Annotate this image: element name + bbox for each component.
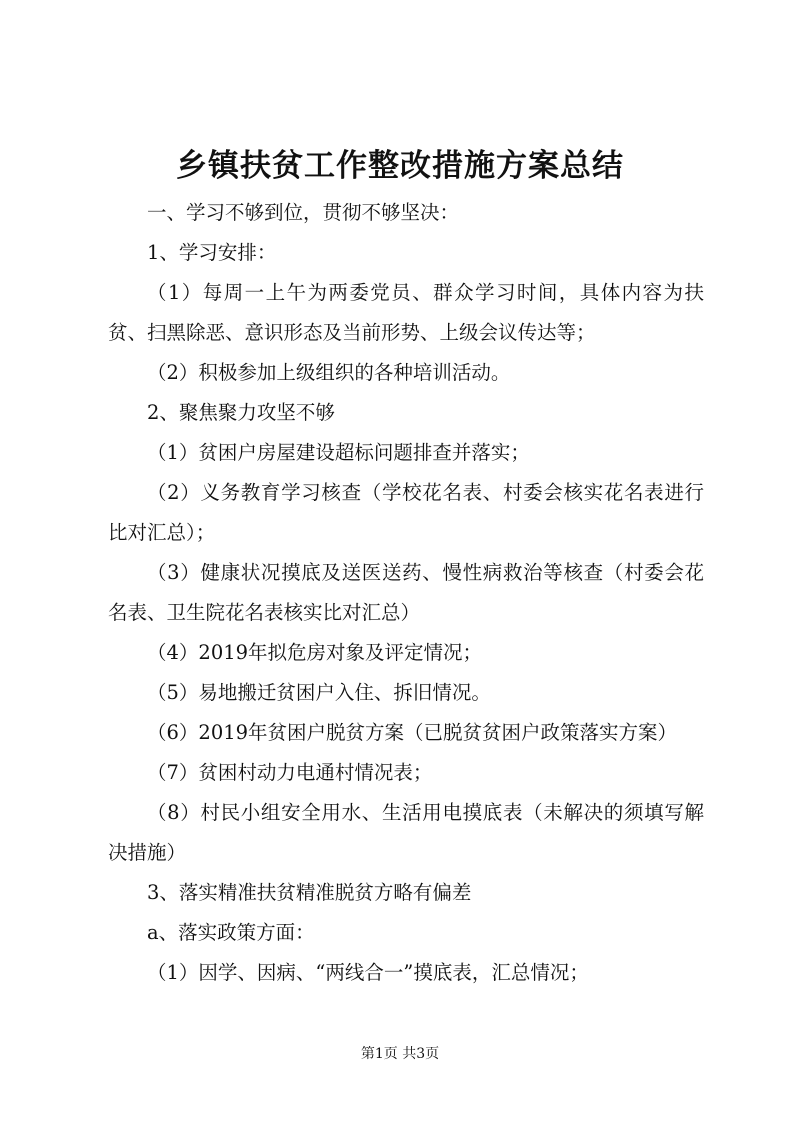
list-item: （1）贫困户房屋建设超标问题排查并落实； [147, 441, 530, 464]
list-item: （6）2019年贫困户脱贫方案（已脱贫贫困户政策落实方案） [147, 721, 678, 744]
list-item: （5）易地搬迁贫困户入住、拆旧情况。 [147, 681, 491, 704]
list-item: （1）因学、因病、“两线合一”摸底表，汇总情况； [147, 961, 589, 984]
sub-heading: a、落实政策方面： [147, 921, 315, 944]
list-item: （7）贫困村动力电通村情况表； [147, 761, 433, 784]
document-body [108, 193, 704, 993]
list-item: （2）积极参加上级组织的各种培训活动。 [147, 361, 511, 384]
list-item: （2）义务教育学习核查（学校花名表、村委会核实花名表进行比对汇总）； [108, 481, 704, 544]
list-item: （4）2019年拟危房对象及评定情况； [147, 641, 483, 664]
list-item: （1）每周一上午为两委党员、群众学习时间，具体内容为扶贫、扫黑除恶、意识形态及当前形势、上级会议传达等； [108, 281, 704, 344]
list-item: （8）村民小组安全用水、生活用电摸底表（未解决的须填写解决措施） [108, 801, 704, 864]
subsection-heading: 3、落实精准扶贫精准脱贫方略有偏差 [147, 881, 472, 904]
list-item: （3）健康状况摸底及送医送药、慢性病救治等核查（村委会花名表、卫生院花名表核实比对汇总） [108, 561, 704, 624]
subsection-heading: 2、聚焦聚力攻坚不够 [147, 401, 335, 424]
section-heading: 一、学习不够到位，贯彻不够坚决： [147, 201, 460, 224]
subsection-heading: 1、学习安排： [147, 241, 277, 264]
page-footer: 第1页 共3页 [360, 1046, 440, 1062]
document-title: 乡镇扶贫工作整改措施方案总结 [176, 148, 624, 184]
